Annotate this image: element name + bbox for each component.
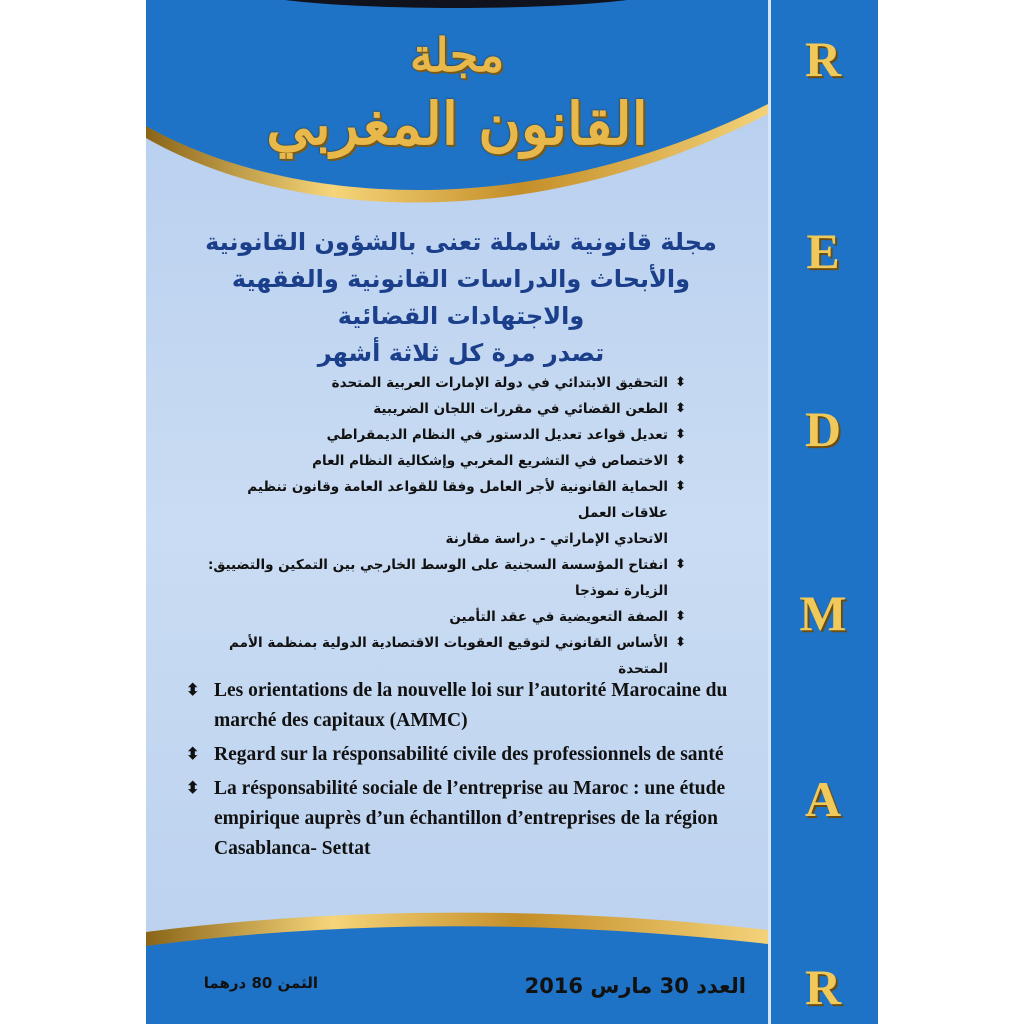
cover-main-panel <box>146 0 768 1024</box>
issue-info: العدد 30 مارس 2016 <box>524 974 746 998</box>
list-item: ⬍ انفتاح المؤسسة السجنية على الوسط الخارجي بين التمكين والتضييق: الزيارة نموذجا <box>196 552 686 604</box>
list-item: ⬍ Les orientations de la nouvelle loi sur l’autorité Marocaine du marché des capitaux (AMMC) <box>186 676 766 736</box>
spine-letter: R <box>804 959 842 1015</box>
cover-spine <box>768 0 878 1024</box>
bullet-icon: ⬍ <box>675 479 686 494</box>
spine-letter: M <box>799 585 847 641</box>
list-item: ⬍ تعديل قواعد تعديل الدستور في النظام الديمقراطي <box>196 422 686 448</box>
price-info: الثمن 80 درهما <box>203 974 318 992</box>
bullet-icon: ⬍ <box>675 375 686 390</box>
journal-title: القانون المغربي <box>266 90 648 158</box>
list-item: ⬍ الأساس القانوني لتوقيع العقوبات الاقتصادية الدولية بمنظمة الأمم المتحدة <box>196 630 686 682</box>
description-line: والأبحاث والدراسات القانونية والفقهية والاجتهادات القضائية <box>231 265 691 330</box>
list-item: ⬍ الحماية القانونية لأجر العامل وفقا للقواعد العامة وقانون تنظيم علاقات العمل الاتحادي الإماراتي - دراسة مقارنة <box>196 474 686 552</box>
bullet-icon: ⬍ <box>675 635 686 650</box>
bullet-icon: ⬍ <box>675 609 686 624</box>
list-item: ⬍ التحقيق الابتدائي في دولة الإمارات العربية المتحدة <box>196 370 686 396</box>
journal-title-prefix: مجلة <box>409 28 505 82</box>
bullet-icon: ⬍ <box>675 453 686 468</box>
arabic-contents-list <box>196 370 686 682</box>
bullet-icon: ⬍ <box>675 401 686 416</box>
list-item: ⬍ La résponsabilité sociale de l’entreprise au Maroc : une étude empirique auprès d’un échantillon d’entreprises de la région Casablanca- Settat <box>186 774 766 864</box>
bullet-icon: ⬍ <box>186 780 200 797</box>
list-item: ⬍ الصفة التعويضية في عقد التأمين <box>196 604 686 630</box>
journal-cover <box>146 0 878 1024</box>
list-item: ⬍ Regard sur la résponsabilité civile des professionnels de santé <box>186 740 766 770</box>
list-item: ⬍ الاختصاص في التشريع المغربي وإشكالية النظام العام <box>196 448 686 474</box>
description-line: مجلة قانونية شاملة تعنى بالشؤون القانونية <box>205 228 717 256</box>
bullet-icon: ⬍ <box>675 427 686 442</box>
journal-description <box>176 224 746 372</box>
spine-letter: A <box>804 771 842 827</box>
description-line: تصدر مرة كل ثلاثة أشهر <box>317 339 605 367</box>
spine-letter: D <box>804 401 842 457</box>
spine-letter: R <box>804 31 842 87</box>
list-item: ⬍ الطعن القضائي في مقررات اللجان الضريبية <box>196 396 686 422</box>
french-contents-list <box>186 676 766 868</box>
bullet-icon: ⬍ <box>186 746 200 763</box>
bullet-icon: ⬍ <box>675 557 686 572</box>
bullet-icon: ⬍ <box>186 682 200 699</box>
spine-letter: E <box>806 223 840 279</box>
